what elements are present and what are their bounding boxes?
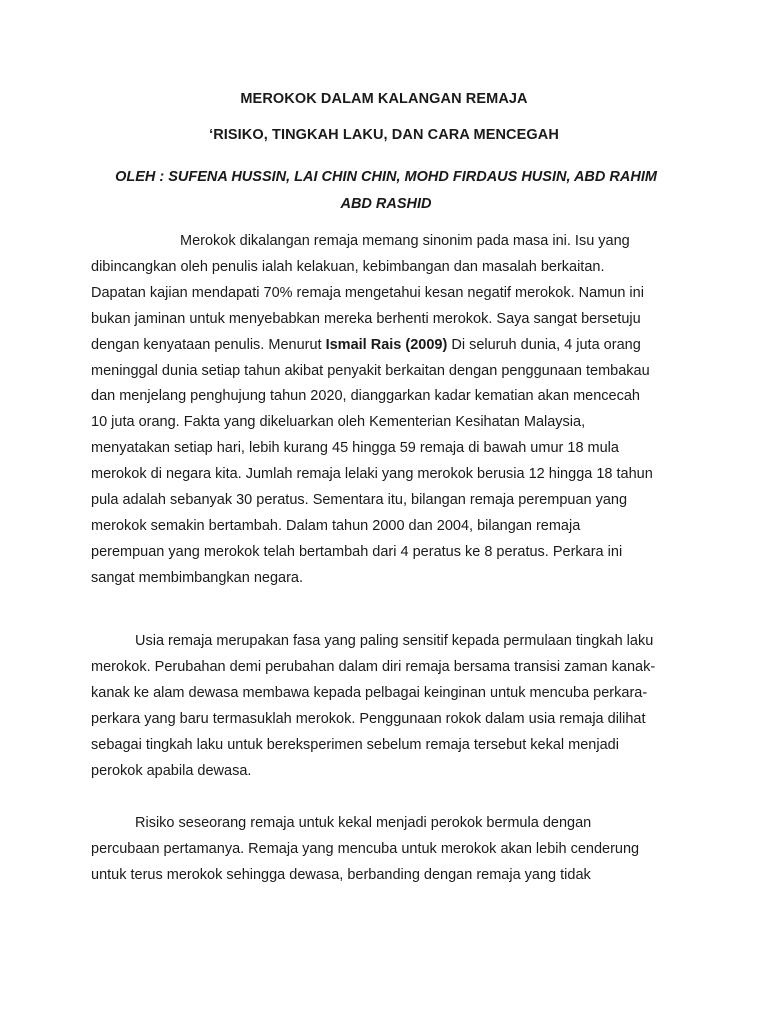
authors-block xyxy=(96,164,676,218)
paragraph-1-text: Di seluruh dunia, 4 juta orang xyxy=(447,336,641,353)
citation-ismail-rais: Ismail Rais (2009) xyxy=(325,336,448,353)
paragraph-1-line: menyatakan setiap hari, lebih kurang 45 hingga 59 remaja di bawah umur 18 mula xyxy=(91,440,619,457)
paragraph-1-line: dibincangkan oleh penulis ialah kelakuan, kebimbangan dan masalah berkaitan. xyxy=(91,258,605,275)
paragraph-1-line: Dapatan kajian mendapati 70% remaja mengetahui kesan negatif merokok. Namun ini xyxy=(91,284,644,301)
authors-line-2: ABD RASHID xyxy=(340,196,432,212)
paragraph-1-line: merokok di negara kita. Jumlah remaja lelaki yang merokok berusia 12 hingga 18 tahun xyxy=(91,466,653,483)
paragraph-2-line: sebagai tingkah laku untuk bereksperimen sebelum remaja tersebut kekal menjadi xyxy=(91,736,619,753)
paragraph-2 xyxy=(91,629,673,784)
document-title: MEROKOK DALAM KALANGAN REMAJA xyxy=(240,91,528,107)
paragraph-1-line: merokok semakin bertambah. Dalam tahun 2000 dan 2004, bilangan remaja xyxy=(91,517,581,534)
paragraph-2-line: perokok apabila dewasa. xyxy=(91,762,252,779)
paragraph-1 xyxy=(91,229,673,592)
paragraph-2-line: merokok. Perubahan demi perubahan dalam diri remaja bersama transisi zaman kanak- xyxy=(91,658,656,675)
paragraph-1-line: Merokok dikalangan remaja memang sinonim pada masa ini. Isu yang xyxy=(180,233,630,249)
paragraph-3-line: untuk terus merokok sehingga dewasa, berbanding dengan remaja yang tidak xyxy=(91,866,591,883)
paragraph-3-line: percubaan pertamanya. Remaja yang mencuba untuk merokok akan lebih cenderung xyxy=(91,840,640,857)
document-subtitle: ‘RISIKO, TINGKAH LAKU, DAN CARA MENCEGAH xyxy=(209,127,559,143)
paragraph-2-line: kanak ke alam dewasa membawa kepada pelbagai keinginan untuk mencuba perkara- xyxy=(91,684,648,701)
paragraph-1-line: sangat membimbangkan negara. xyxy=(91,569,303,586)
paragraph-3 xyxy=(91,811,673,889)
paragraph-1-line: dan menjelang penghujung tahun 2020, dianggarkan kadar kematian akan mencecah xyxy=(91,388,640,405)
paragraph-2-line: perkara yang baru termasuklah merokok. Penggunaan rokok dalam usia remaja dilihat xyxy=(91,710,646,727)
paragraph-1-line: perempuan yang merokok telah bertambah dari 4 peratus ke 8 peratus. Perkara ini xyxy=(91,543,623,560)
paragraph-1-line: pula adalah sebanyak 30 peratus. Sementara itu, bilangan remaja perempuan yang xyxy=(91,492,628,509)
paragraph-2-line: Usia remaja merupakan fasa yang paling sensitif kepada permulaan tingkah laku xyxy=(135,633,654,649)
paragraph-1-line: 10 juta orang. Fakta yang dikeluarkan oleh Kementerian Kesihatan Malaysia, xyxy=(91,414,586,431)
paragraph-1-line: bukan jaminan untuk menyebabkan mereka berhenti merokok. Saya sangat bersetuju xyxy=(91,310,641,327)
authors-line-1: OLEH : SUFENA HUSSIN, LAI CHIN CHIN, MOHD FIRDAUS HUSIN, ABD RAHIM xyxy=(115,169,657,185)
paragraph-1-line xyxy=(91,333,673,359)
paragraph-1-line: meninggal dunia setiap tahun akibat penyakit berkaitan dengan penggunaan tembakau xyxy=(91,362,650,379)
paragraph-1-text: dengan kenyataan penulis. Menurut xyxy=(91,336,326,353)
paragraph-3-line: Risiko seseorang remaja untuk kekal menjadi perokok bermula dengan xyxy=(135,815,592,831)
